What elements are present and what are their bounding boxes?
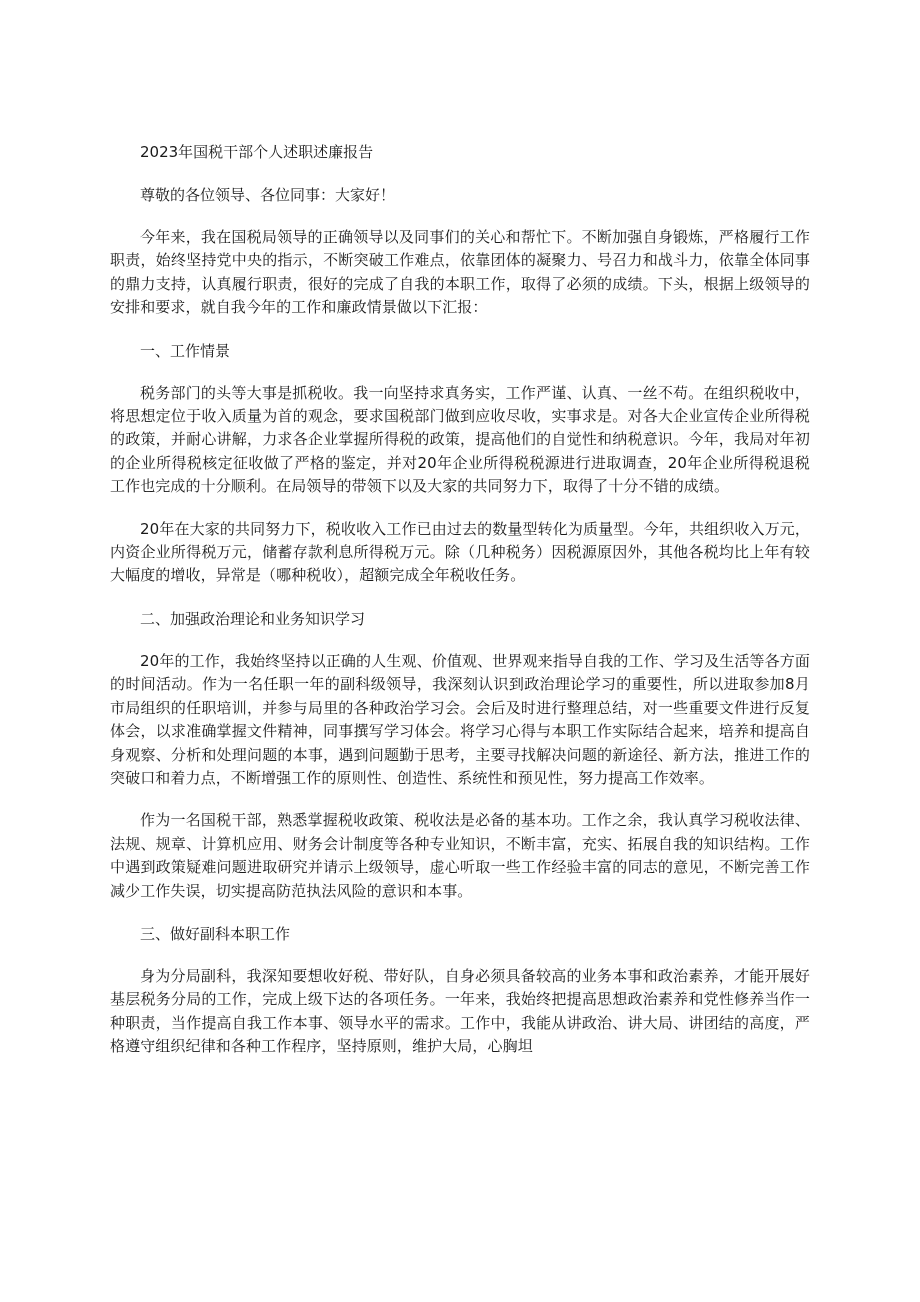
intro-paragraph: 今年来，我在国税局领导的正确领导以及同事们的关心和帮忙下。不断加强自身锻炼，严格履行工作职责，始终坚持党中央的指示，不断突破工作难点，依靠团体的凝聚力、号召力和战斗力，依靠全体同事的鼎力支持，认真履行职责，很好的完成了自我的本职工作，取得了必须的成绩。下头，根据上级领导的安排和要求，就自我今年的工作和廉政情景做以下汇报： xyxy=(110,228,810,317)
section3-paragraph-1: 身为分局副科，我深知要想收好税、带好队，自身必须具备较高的业务本事和政治素养，才能开展好基层税务分局的工作，完成上级下达的各项任务。一年来，我始终把提高思想政治素养和党性修养当作一种职责，当作提高自我工作本事、领导水平的需求。工作中，我能从讲政治、讲大局、讲团结的高度，严格遵守组织纪律和各种工作程序，坚持原则，维护大局，心胸坦 xyxy=(110,966,810,1056)
section1-paragraph-1: 税务部门的头等大事是抓税收。我一向坚持求真务实，工作严谨、认真、一丝不苟。在组织税收中，将思想定位于收入质量为首的观念，要求国税部门做到应收尽收，实事求是。对各大企业宣传企业所得税的政策，并耐心讲解，力求各企业掌握所得税的政策，提高他们的自觉性和纳税意识。今年，我局对年初的企业所得税核定征收做了严格的鉴定，并对20年企业所得税税源进行进取调查，20年企业所得税退税工作也完成的十分顺利。在局领导的带领下以及大家的共同努力下，取得了十分不错的成绩。 xyxy=(110,383,810,496)
section-heading-study: 二、加强政治理论和业务知识学习 xyxy=(140,609,366,628)
section-heading-work: 一、工作情景 xyxy=(140,341,231,360)
section2-paragraph-2: 作为一名国税干部，熟悉掌握税收政策、税收法是必备的基本功。工作之余，我认真学习税收法律、法规、规章、计算机应用、财务会计制度等各种专业知识，不断丰富，充实、拓展自我的知识结构。工作中遇到政策疑难问题进取研究并请示上级领导，虚心听取一些工作经验丰富的同志的意见，不断完善工作减少工作失误，切实提高防范执法风险的意识和本事。 xyxy=(110,811,810,900)
section-heading-duty: 三、做好副科本职工作 xyxy=(140,924,291,943)
section2-paragraph-1: 20年的工作，我始终坚持以正确的人生观、价值观、世界观来指导自我的工作、学习及生活等各方面的时间活动。作为一名任职一年的副科级领导，我深刻认识到政治理论学习的重要性，所以进取参加8月市局组织的任职培训，并参与局里的各种政治学习会。会后及时进行整理总结，对一些重要文件进行反复体会，以求准确掌握文件精神，同事撰写学习体会。将学习心得与本职工作实际结合起来，培养和提高自身观察、分析和处理问题的本事，遇到问题勤于思考，主要寻找解决问题的新途径、新方法，推进工作的突破口和着力点，不断增强工作的原则性、创造性、系统性和预见性，努力提高工作效率。 xyxy=(110,651,810,787)
section1-paragraph-2: 20年在大家的共同努力下，税收收入工作已由过去的数量型转化为质量型。今年，共组织收入万元，内资企业所得税万元，储蓄存款利息所得税万元。除（几种税务）因税源原因外，其他各税均比上年有较大幅度的增收，异常是（哪种税收），超额完成全年税收任务。 xyxy=(110,519,810,585)
document-body xyxy=(110,140,810,1078)
document-title: 2023年国税干部个人述职述廉报告 xyxy=(140,143,374,161)
greeting: 尊敬的各位领导、各位同事：大家好！ xyxy=(140,186,396,204)
